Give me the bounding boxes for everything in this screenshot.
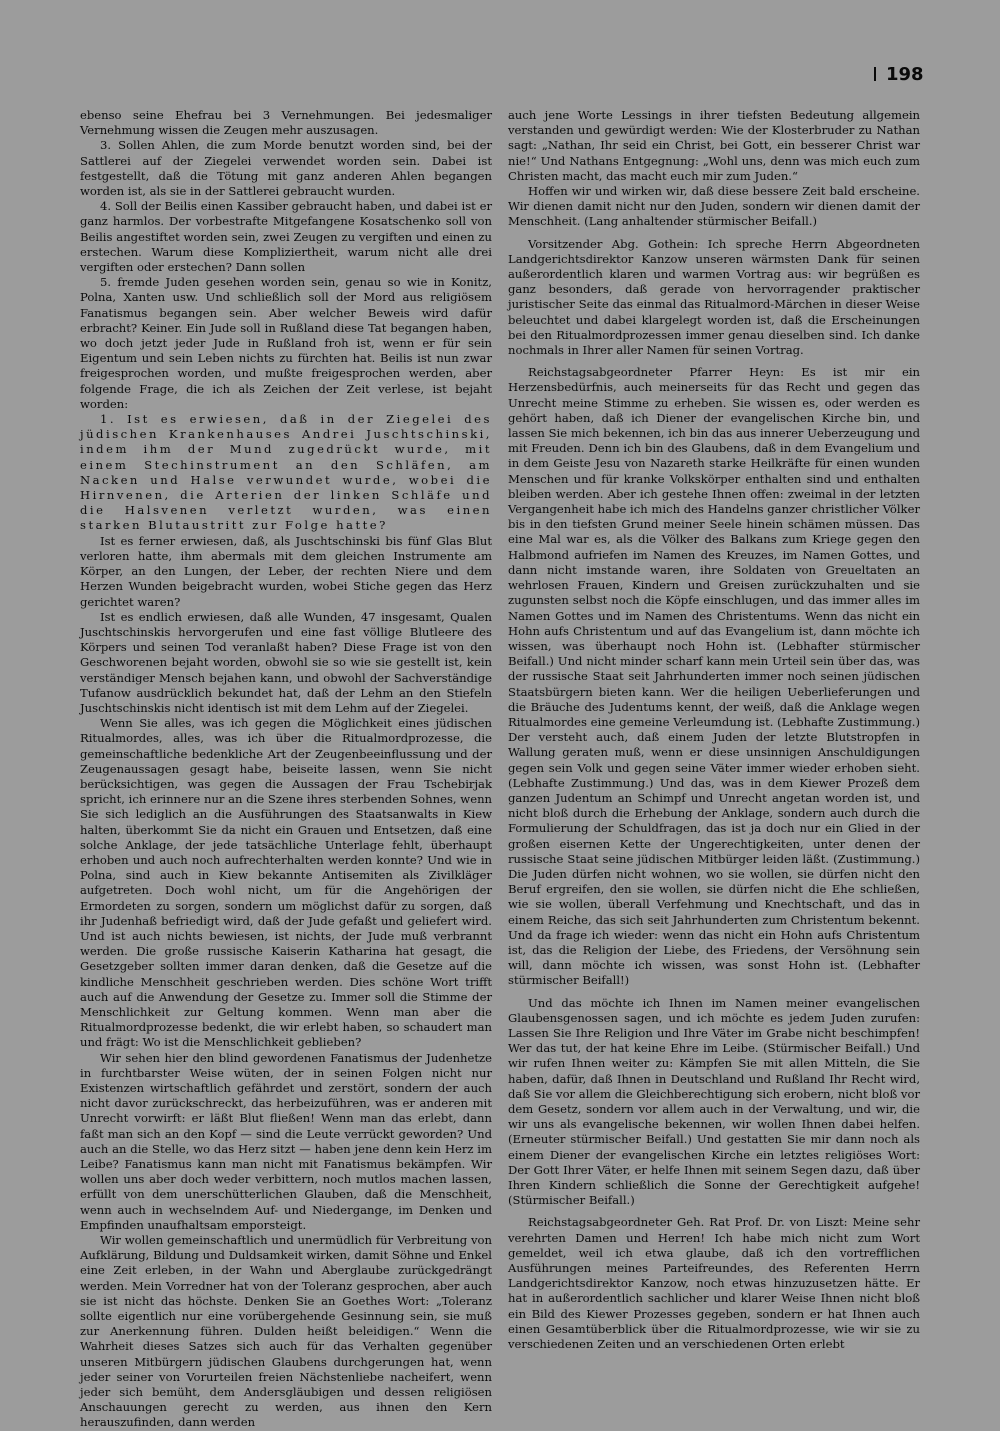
- paragraph: 4. Soll der Beilis einen Kassiber gebraucht haben, und dabei ist er ganz harmlos. Der vorbestrafte Mitgefangene Kosatschenko soll von Beilis angestiftet worden sein, zwei Zeugen zu vergiften und einen zu erstechen. Warum diese Kompliziertheit, warum nicht alle drei vergiften oder erstechen? Dann sollen: [80, 199, 492, 275]
- page-number: [874, 64, 924, 85]
- paragraph: Und das möchte ich Ihnen im Namen meiner evangelischen Glaubensgenossen sagen, und ich möchte es jedem Juden zurufen: Lassen Sie Ihre Religion und Ihre Väter im Grabe nicht beschimpfen! Wer das tut, der hat keine Ehre im Leibe. (Stürmischer Beifall.) Und wir rufen Ihnen weiter zu: Kämpfen Sie mit allen Mitteln, die Sie haben, dafür, daß Ihnen in Deutschland und Rußland Ihr Recht wird, daß Sie vor allem die Gleichberechtigung sich erobern, nicht bloß vor dem Gesetz, sondern vor allem auch in der Verwaltung, und wir, die wir uns als evangelische bekennen, wir wollen Ihnen dabei helfen. (Erneuter stürmischer Beifall.) Und gestatten Sie mir dann noch als einem Diener der evangelischen Kirche ein letztes religiöses Wort: Der Gott Ihrer Väter, er helfe Ihnen mit seinem Segen dazu, daß über Ihren Kindern schließlich die Sonne der Gerechtigkeit aufgehe! (Stürmischer Beifall.): [508, 995, 920, 1208]
- paragraph: Wir sehen hier den blind gewordenen Fanatismus der Judenhetze in furchtbarster Weise wüten, der in seinen Folgen nicht nur Existenzen wirtschaftlich gefährdet und zerstört, sondern der auch nicht davor zurückschreckt, das herbeizuführen, was er anderen mit Unrecht vorwirft: er läßt Blut fließen! Wenn man das erlebt, dann faßt man sich an den Kopf — sind die Leute verrückt geworden? Und auch an die Stelle, wo das Herz sitzt — haben jene denn kein Herz im Leibe? Fanatismus kann man nicht mit Fanatismus bekämpfen. Wir wollen uns aber doch weder verbittern, noch mutlos machen lassen, erfüllt von dem unerschütterlichen Glauben, daß die Menschheit, wenn auch in wechselndem Auf- und Niedergange, im Denken und Empfinden unaufhaltsam emporsteigt.: [80, 1050, 492, 1232]
- page-number-text: 198: [886, 64, 924, 85]
- speaker-paragraph: Reichstagsabgeordneter Geh. Rat Prof. Dr. von Liszt: Meine sehr verehrten Damen und Herren! Ich habe mich nicht zum Wort gemeldet, weil ich etwa glaube, daß ich den vortrefflichen Ausführungen meines Parteifreundes, des Referenten Herrn Landgerichtsdirektor Kanzow, noch etwas hinzuzusetzen hätte. Er hat in außerordentlich sachlicher und klarer Weise Ihnen nicht bloß ein Bild des Kiewer Prozesses gegeben, sondern er hat Ihnen auch einen Gesamtüberblick über die Ritualmordprozesse, wie wir sie zu verschiedenen Zeiten und an verschiedenen Orten erlebt: [508, 1215, 920, 1352]
- paragraph: ebenso seine Ehefrau bei 3 Vernehmungen. Bei jedesmaliger Vernehmung wissen die Zeugen mehr auszusagen.: [80, 108, 492, 138]
- paragraph: Wenn Sie alles, was ich gegen die Möglichkeit eines jüdischen Ritualmordes, alles, was ich über die Ritualmordprozesse, die gemeinschaftliche bedenkliche Art der Zeugenbeeinflussung und der Zeugenaussagen gesagt habe, beiseite lassen, wenn Sie nicht berücksichtigen, was gegen die Aussagen der Frau Tschebirjak spricht, ich erinnere nur an die Szene ihres sterbenden Sohnes, wenn Sie sich lediglich an die Ausführungen des Staatsanwalts in Kiew halten, überkommt Sie da nicht ein Grauen und Entsetzen, daß eine solche Anklage, der jede tatsächliche Unterlage fehlt, überhaupt erhoben und auch noch aufrechterhalten werden konnte? Und wie in Polna, sind auch in Kiew bekannte Antisemiten als Zivilkläger aufgetreten. Doch wohl nicht, um für die Angehörigen der Ermordeten zu sorgen, sondern um möglichst dafür zu sorgen, daß ihr Judenhaß befriedigt wird, daß der Jude gefaßt und geliefert wird. Und ist auch nichts bewiesen, ist nichts, der Jude muß verbrannt werden. Die große russische Kaiserin Katharina hat gesagt, die Gesetzgeber sollten immer daran denken, daß die Gesetze auf die kindliche Menschheit geschrieben werden. Dies schöne Wort trifft auch auf die Anwendung der Gesetze zu. Immer soll die Stimme der Menschlichkeit zur Geltung kommen. Wenn man aber die Ritualmordprozesse bedenkt, die wir erlebt haben, so schaudert man und frägt: Wo ist die Menschlichkeit geblieben?: [80, 716, 492, 1050]
- paragraph: auch jene Worte Lessings in ihrer tiefsten Bedeutung allgemein verstanden und gewürdigt werden: Wie der Klosterbruder zu Nathan sagt: „Nathan, Ihr seid ein Christ, bei Gott, ein besserer Christ war nie!“ Und Nathans Entgegnung: „Wohl uns, denn was mich euch zum Christen macht, das macht euch mir zum Juden.“: [508, 108, 920, 183]
- paragraph: Ist es endlich erwiesen, daß alle Wunden, 47 insgesamt, Qualen Juschtschinskis hervorgerufen und eine fast völlige Blutleere des Körpers und seinen Tod veranlaßt haben? Diese Frage ist von den Geschworenen bejaht worden, obwohl sie so wie sie gestellt ist, kein verständiger Mensch bejahen kann, und obwohl der Sachverständige Tufanow ausdrücklich bekundet hat, daß der Lehm an den Stiefeln Juschtschinskis nicht identisch ist mit dem Lehm auf der Ziegelei.: [80, 609, 492, 715]
- paragraph: 3. Sollen Ahlen, die zum Morde benutzt worden sind, bei der Sattlerei auf der Ziegelei verwendet worden sein. Dabei ist festgestellt, daß die Tötung mit ganz anderen Ahlen begangen worden ist, als sie in der Sattlerei gebraucht wurden.: [80, 138, 492, 199]
- page-number-mark: [874, 67, 876, 81]
- speaker-paragraph: Reichstagsabgeordneter Pfarrer Heyn: Es ist mir ein Herzensbedürfnis, auch meinerseits für das Recht und gegen das Unrecht meine Stimme zu erheben. Sie wissen es, oder werden es gehört haben, daß ich Diener der evangelischen Kirche bin, und lassen Sie mich bekennen, ich bin das aus innerer Ueberzeugung und mit Freuden. Denn ich bin des Glaubens, daß in dem Evangelium und in dem Geiste Jesu von Nazareth starke Heilkräfte für einen wunden Menschen und für kranke Volkskörper enthalten sind und enthalten bleiben werden. Aber ich gestehe Ihnen offen: zweimal in der letzten Vergangenheit habe ich mich des Handelns ganzer christlicher Völker bis in den tiefsten Grund meiner Seele hinein schämen müssen. Das eine Mal war es, als die Völker des Balkans zum Kriege gegen den Halbmond aufriefen im Namen des Kreuzes, im Namen Gottes, und dann nicht imstande waren, ihre Soldaten von Greueltaten an wehrlosen Frauen, Kindern und Greisen zurückzuhalten und sie zugunsten selbst noch die Köpfe einschlugen, und das immer alles im Namen Gottes und im Namen des Christentums. Wenn das nicht ein Hohn aufs Christentum und auf das Evangelium ist, dann möchte ich wissen, was überhaupt noch Hohn ist. (Lebhafter stürmischer Beifall.) Und nicht minder scharf kann mein Urteil sein über das, was der russische Staat seit Jahrhunderten immer noch seinen jüdischen Staatsbürgern bieten kann. Wer die heiligen Ueberlieferungen und die Bräuche des Judentums kennt, der weiß, daß die Anklage wegen Ritualmordes eine gemeine Verleumdung ist. (Lebhafte Zustimmung.) Der versteht auch, daß einem Juden der letzte Blutstropfen in Wallung geraten muß, wenn er diese unsinnigen Anschuldigungen gegen sein Volk und gegen seine Väter immer wieder erhoben sieht. (Lebhafte Zustimmung.) Und das, was in dem Kiewer Prozeß dem ganzen Judentum an Schimpf und Unrecht angetan worden ist, und nicht bloß durch die Erhebung der Anklage, sondern auch durch die Formulierung der Schuldfragen, das ist ja doch nur ein Glied in der großen eisernen Kette der Ungerechtigkeiten, unter denen der russische Staat seine jüdischen Mitbürger leiden läßt. (Zustimmung.) Die Juden dürfen nicht wohnen, wo sie wollen, sie dürfen nicht den Beruf ergreifen, den sie wollen, sie dürfen nicht die Ehe schließen, wie sie wollen, überall Verfehmung und Knechtschaft, und das in einem Reiche, das sich seit Jahrhunderten zum Christentum bekennt. Und da frage ich wieder: wenn das nicht ein Hohn aufs Christentum ist, das die Religion der Liebe, des Friedens, der Versöhnung sein will, dann möchte ich wissen, was sonst Hohn ist. (Lebhafter stürmischer Beifall!): [508, 365, 920, 988]
- paragraph: Wir wollen gemeinschaftlich und unermüdlich für Verbreitung von Aufklärung, Bildung und Duldsamkeit wirken, damit Söhne und Enkel eine Zeit erleben, in der Wahn und Aberglaube zurückgedrängt werden. Mein Vorredner hat von der Toleranz gesprochen, aber auch sie ist nicht das höchste. Denken Sie an Goethes Wort: „Toleranz sollte eigentlich nur eine vorübergehende Gesinnung sein, sie muß zur Anerkennung führen. Dulden heißt beleidigen.“ Wenn die Wahrheit dieses Satzes sich auch für das Verhalten gegenüber unseren Mitbürgern jüdischen Glaubens durchgerungen hat, wenn jeder seiner von Vorurteilen freien Nächstenliebe nacheifert, wenn jeder sich bemüht, dem Andersgläubigen und dessen religiösen Anschauungen gerecht zu werden, aus ihnen den Kern herauszufinden, dann werden: [80, 1233, 492, 1430]
- paragraph: Hoffen wir und wirken wir, daß diese bessere Zeit bald erscheine. Wir dienen damit nicht nur den Juden, sondern wir dienen damit der Menschheit. (Lang anhaltender stürmischer Beifall.): [508, 184, 920, 229]
- right-column: [508, 108, 920, 1352]
- left-column: [80, 108, 492, 1430]
- speaker-paragraph: Vorsitzender Abg. Gothein: Ich spreche Herrn Abgeordneten Landgerichtsdirektor Kanzow unseren wärmsten Dank für seinen außerordentlich klaren und warmen Vortrag aus: wir begrüßen es ganz besonders, daß gerade von hervorragender praktischer juristischer Seite das einmal das Ritualmord-Märchen in dieser Weise beleuchtet und dabei klargelegt worden ist, daß die Erscheinungen bei den Ritualmordprozessen immer genau dieselben sind. Ich danke nochmals in Ihrer aller Namen für seinen Vortrag.: [508, 236, 920, 358]
- paragraph: Ist es ferner erwiesen, daß, als Juschtschinski bis fünf Glas Blut verloren hatte, ihm abermals mit dem gleichen Instrumente am Körper, an den Lungen, der Leber, der rechten Niere und dem Herzen Wunden beigebracht wurden, wobei Stiche gegen das Herz gerichtet waren?: [80, 533, 492, 609]
- paragraph: 5. fremde Juden gesehen worden sein, genau so wie in Konitz, Polna, Xanten usw. Und schließlich soll der Mord aus religiösem Fanatismus begangen sein. Aber welcher Beweis wird dafür erbracht? Keiner. Ein Jude soll in Rußland diese Tat begangen haben, wo doch jetzt jeder Jude in Rußland froh ist, wenn er für sein Eigentum und sein Leben nichts zu fürchten hat. Beilis ist nun zwar freigesprochen worden, und mußte freigesprochen werden, aber folgende Frage, die ich als Zeichen der Zeit verlese, ist bejaht worden:: [80, 275, 492, 411]
- paragraph: 1. Ist es erwiesen, daß in der Ziegelei des jüdischen Krankenhauses Andrei Juschtschinski, indem ihm der Mund zugedrückt wurde, mit einem Stechinstrument an den Schläfen, am Nacken und Halse verwundet wurde, wobei die Hirnvenen, die Arterien der linken Schläfe und die Halsvenen verletzt wurden, was einen starken Blutaustritt zur Folge hatte?: [80, 412, 492, 533]
